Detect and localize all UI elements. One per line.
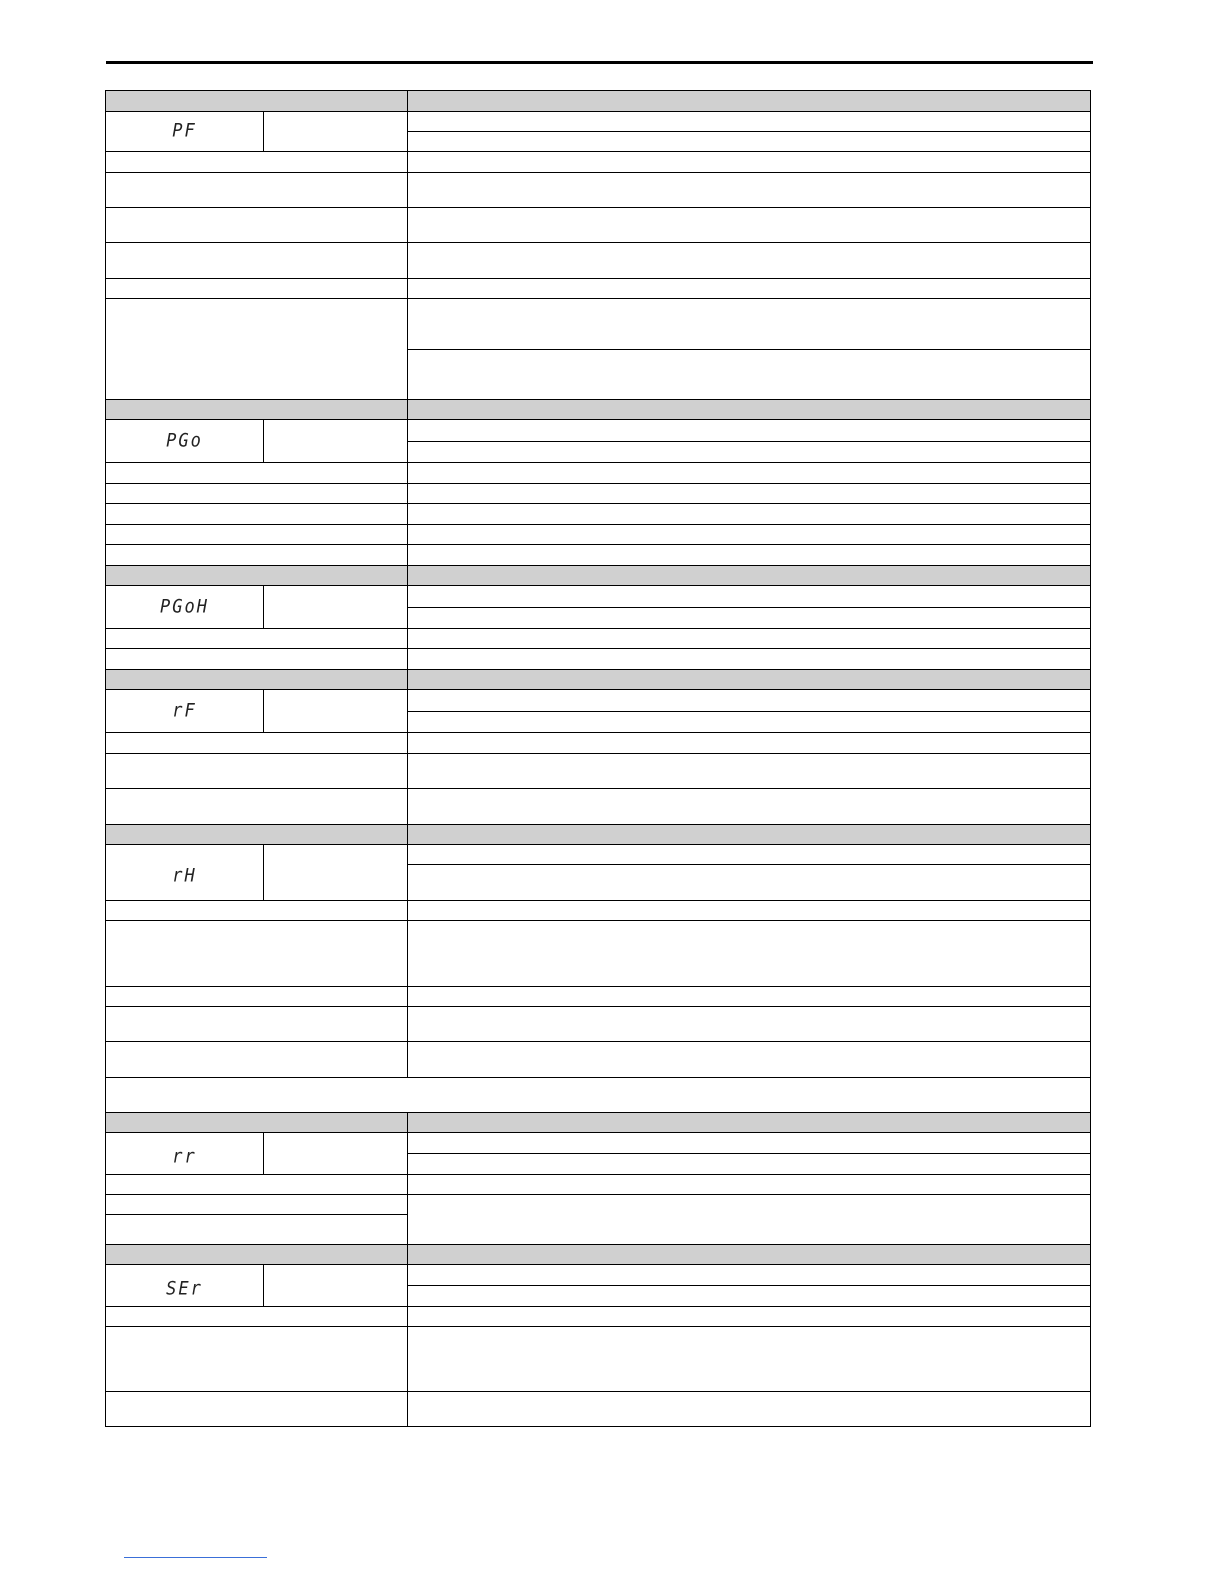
code-divider xyxy=(263,844,264,900)
row-rule xyxy=(106,462,1090,463)
fault-code-cell xyxy=(106,111,263,151)
row-rule xyxy=(106,1077,1090,1078)
row-rule xyxy=(106,565,1090,566)
row-rule xyxy=(106,242,1090,243)
row-rule xyxy=(106,753,1090,754)
sub-row-rule xyxy=(106,1214,407,1215)
row-rule xyxy=(106,1244,1090,1245)
row-rule xyxy=(106,986,1090,987)
row-rule xyxy=(106,172,1090,173)
row-rule xyxy=(106,1112,1090,1113)
fault-code-cell xyxy=(106,419,263,462)
section-header-rr xyxy=(106,1112,1090,1132)
row-rule xyxy=(106,1006,1090,1007)
fault-code-cell xyxy=(106,585,263,628)
fault-code-cell xyxy=(106,844,263,900)
fault-code-rr: rr xyxy=(172,1146,197,1168)
row-rule xyxy=(106,669,1090,670)
fault-code-cell xyxy=(106,1264,263,1306)
section-header-pgoh xyxy=(106,565,1090,585)
row-rule xyxy=(106,298,1090,299)
fault-code-pgo: PGo xyxy=(166,429,203,452)
section-header-pf xyxy=(106,91,1090,111)
row-rule xyxy=(106,824,1090,825)
sub-row-rule xyxy=(408,607,1090,608)
row-rule xyxy=(106,732,1090,733)
fault-code-cell xyxy=(106,689,263,732)
row-rule xyxy=(106,1174,1090,1175)
section-header-ser xyxy=(106,1244,1090,1264)
row-rule xyxy=(106,1194,1090,1195)
sub-row-rule xyxy=(408,441,1090,442)
code-divider xyxy=(263,419,264,462)
sub-row-rule xyxy=(408,711,1090,712)
row-rule xyxy=(106,207,1090,208)
fault-table xyxy=(105,90,1091,1427)
code-divider xyxy=(263,689,264,732)
row-rule xyxy=(106,920,1090,921)
section-header-pgo xyxy=(106,399,1090,419)
row-rule xyxy=(106,1041,1090,1042)
row-rule xyxy=(106,544,1090,545)
sub-row-rule xyxy=(408,349,1090,350)
row-rule xyxy=(106,788,1090,789)
row-rule xyxy=(106,1306,1090,1307)
row-rule xyxy=(106,628,1090,629)
fault-code-cell xyxy=(106,1132,263,1174)
row-rule xyxy=(106,1326,1090,1327)
code-divider xyxy=(263,1132,264,1174)
fault-code-pf: PF xyxy=(172,120,197,142)
fault-code-ser: SEr xyxy=(166,1278,203,1300)
sub-row-rule xyxy=(408,864,1090,865)
code-divider xyxy=(263,1264,264,1306)
row-rule xyxy=(106,151,1090,152)
section-header-rf xyxy=(106,669,1090,689)
row-rule xyxy=(106,503,1090,504)
footer-link-underline[interactable] xyxy=(124,1557,267,1558)
fault-code-rh: rH xyxy=(172,865,197,887)
column-divider xyxy=(407,91,408,1077)
code-divider xyxy=(263,111,264,151)
row-rule xyxy=(106,524,1090,525)
sub-row-rule xyxy=(408,1153,1090,1154)
row-rule xyxy=(106,1391,1090,1392)
row-rule xyxy=(106,648,1090,649)
row-rule xyxy=(106,399,1090,400)
section-header-rh xyxy=(106,824,1090,844)
top-rule xyxy=(106,61,1093,64)
sub-row-rule xyxy=(408,131,1090,132)
row-rule xyxy=(106,483,1090,484)
sub-row-rule xyxy=(408,1285,1090,1286)
code-divider xyxy=(263,585,264,628)
fault-code-rf: rF xyxy=(172,699,197,722)
row-rule xyxy=(106,278,1090,279)
column-divider xyxy=(407,1112,408,1426)
row-rule xyxy=(106,900,1090,901)
fault-code-pgoh: PGoH xyxy=(160,595,209,618)
